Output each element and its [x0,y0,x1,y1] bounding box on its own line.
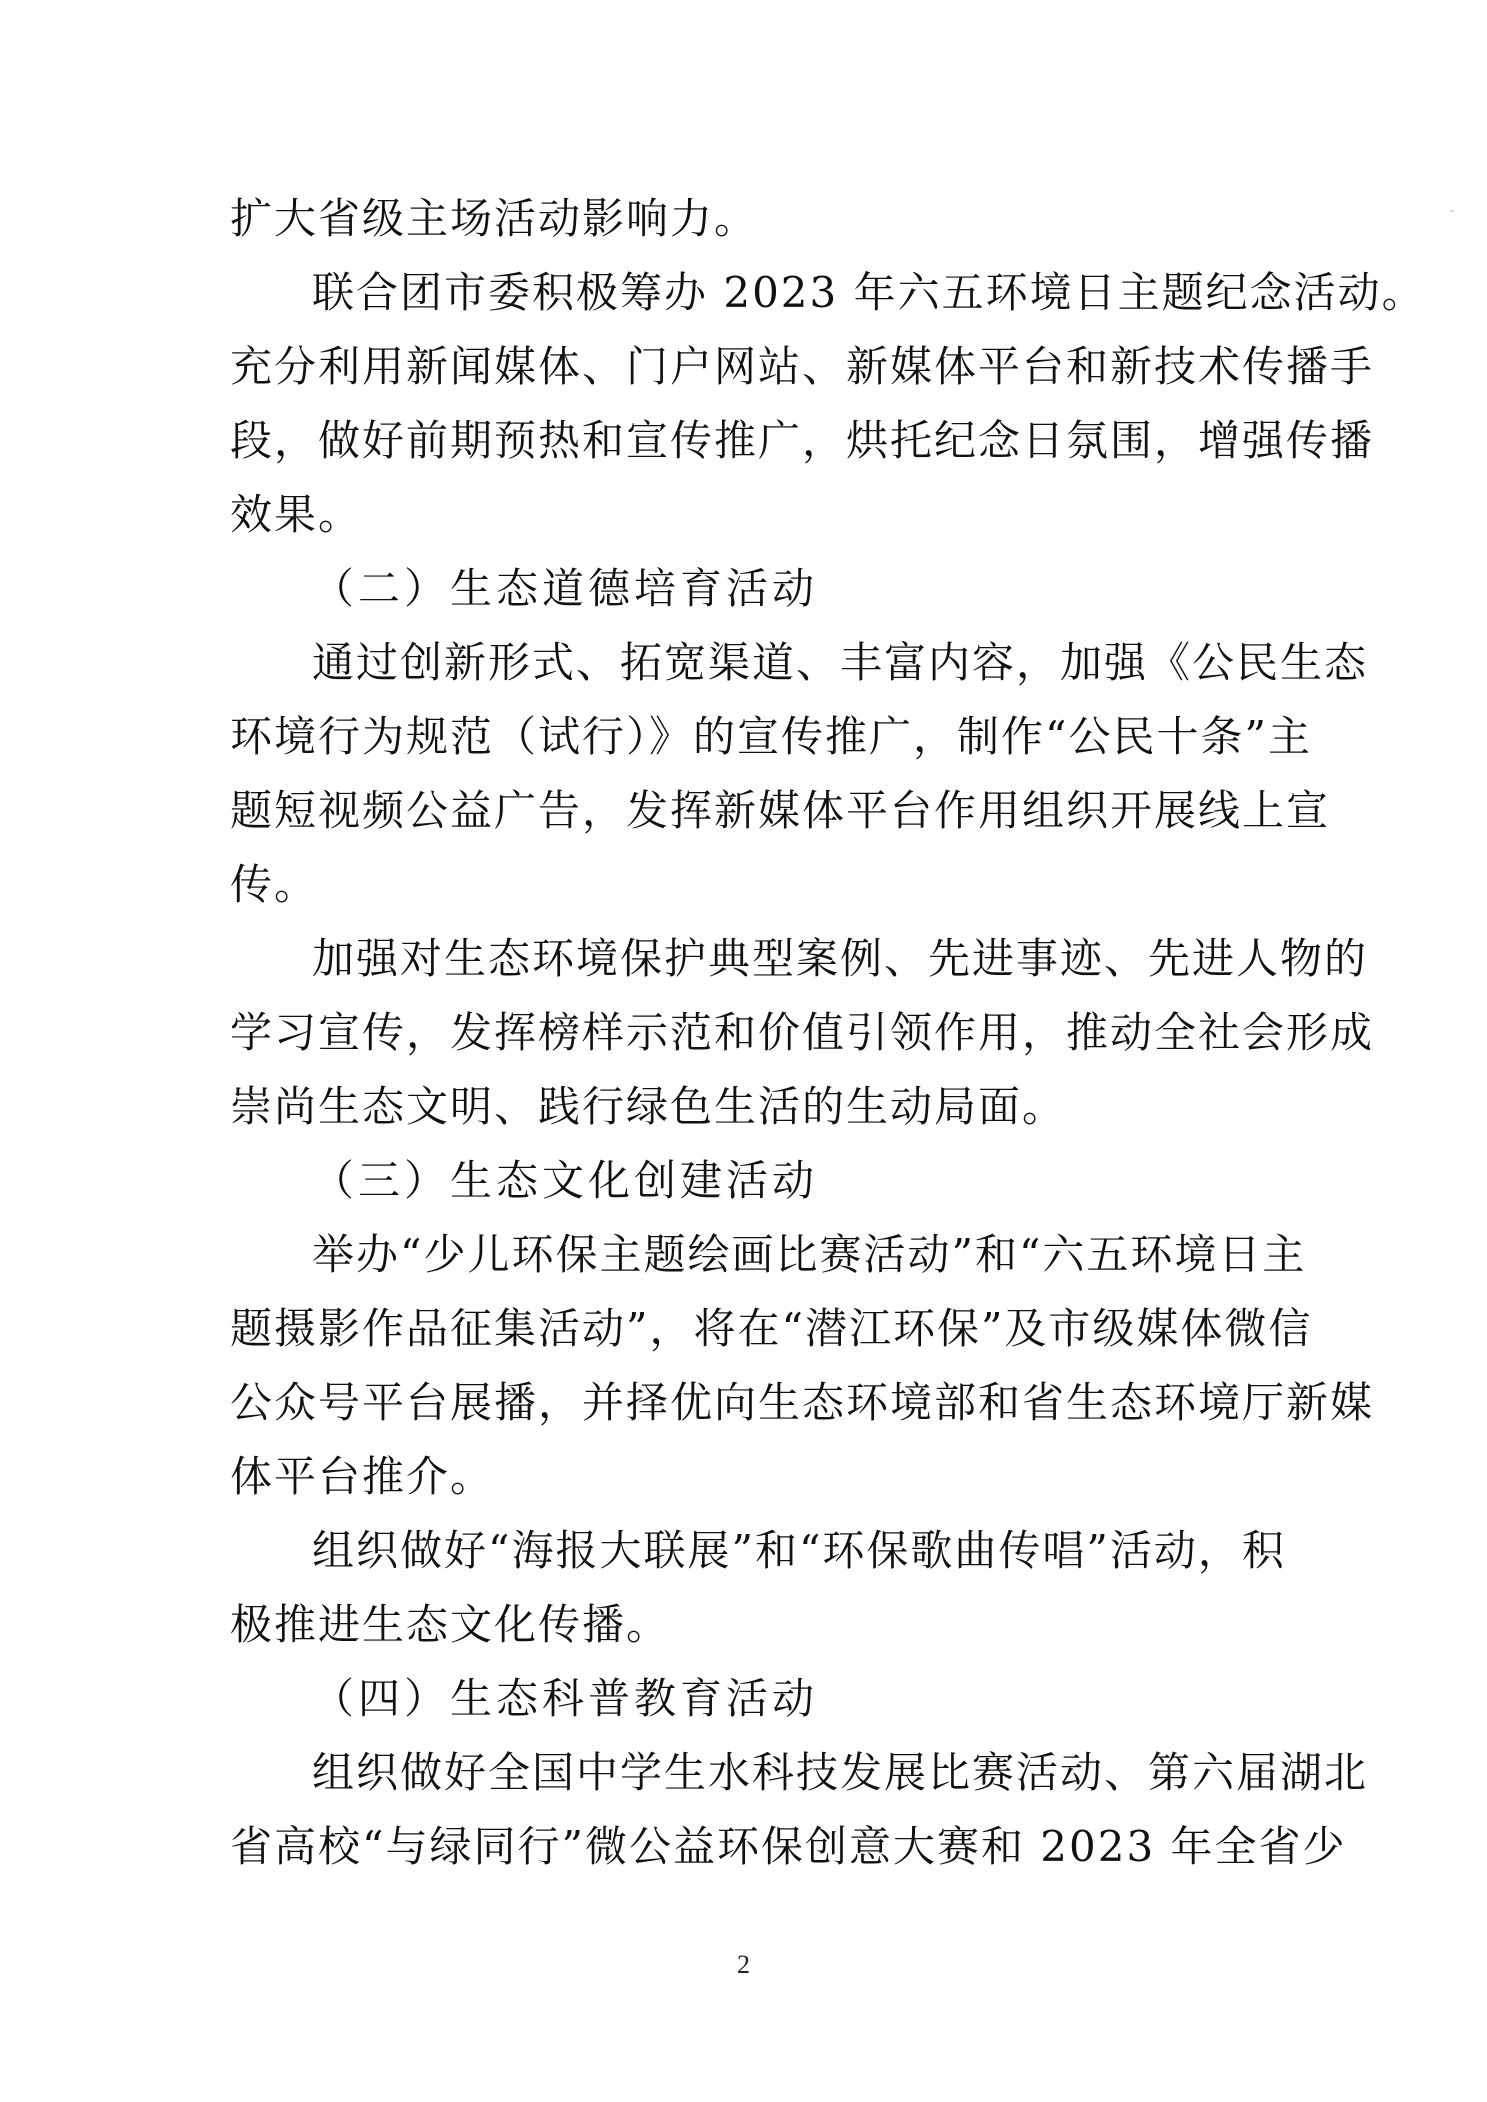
paragraph-line: 举办“少儿环保主题绘画比赛活动”和“六五环境日主 [312,1230,1307,1279]
paragraph-line: 省高校“与绿同行”微公益环保创意大赛和 2023 年全省少 [230,1822,1347,1871]
paragraph-line: 段，做好前期预热和宣传推广，烘托纪念日氛围，增强传播 [230,416,1375,465]
paragraph-line: 通过创新形式、拓宽渠道、丰富内容，加强《公民生态 [312,638,1369,687]
paragraph-line: 组织做好“海报大联展”和“环保歌曲传唱”活动，积 [312,1526,1286,1575]
paragraph-line: 极推进生态文化传播。 [230,1600,671,1649]
section-heading: （四）生态科普教育活动 [312,1674,819,1723]
page-number: 2 [737,1950,750,1979]
paragraph-line: 加强对生态环境保护典型案例、先进事迹、先进人物的 [312,934,1369,983]
document-body [230,182,1426,1884]
paragraph-line: 环境行为规范（试行）》的宣传推广，制作“公民十条”主 [230,712,1312,761]
paragraph-line: 组织做好全国中学生水科技发展比赛活动、第六届湖北 [312,1748,1369,1797]
section-heading: （三）生态文化创建活动 [312,1156,819,1205]
paragraph-line: 题短视频公益广告，发挥新媒体平台作用组织开展线上宣 [230,786,1331,835]
paragraph-line: 联合团市委积极筹办 2023 年六五环境日主题纪念活动。 [312,268,1426,317]
scan-artifact [1450,210,1454,212]
section-heading: （二）生态道德培育活动 [312,564,819,613]
paragraph-line: 崇尚生态文明、践行绿色生活的生动局面。 [230,1082,1067,1131]
paragraph-line: 学习宣传，发挥榜样示范和价值引领作用，推动全社会形成 [230,1008,1375,1057]
paragraph-line: 效果。 [230,490,363,539]
paragraph-line: 公众号平台展播，并择优向生态环境部和省生态环境厅新媒 [230,1378,1375,1427]
paragraph-line: 传。 [230,860,319,909]
paragraph-line: 体平台推介。 [230,1452,495,1501]
paragraph-line: 题摄影作品征集活动”，将在“潜江环保”及市级媒体微信 [230,1304,1313,1353]
paragraph-line: 扩大省级主场活动影响力。 [230,194,759,243]
paragraph-line: 充分利用新闻媒体、门户网站、新媒体平台和新技术传播手 [230,342,1375,391]
